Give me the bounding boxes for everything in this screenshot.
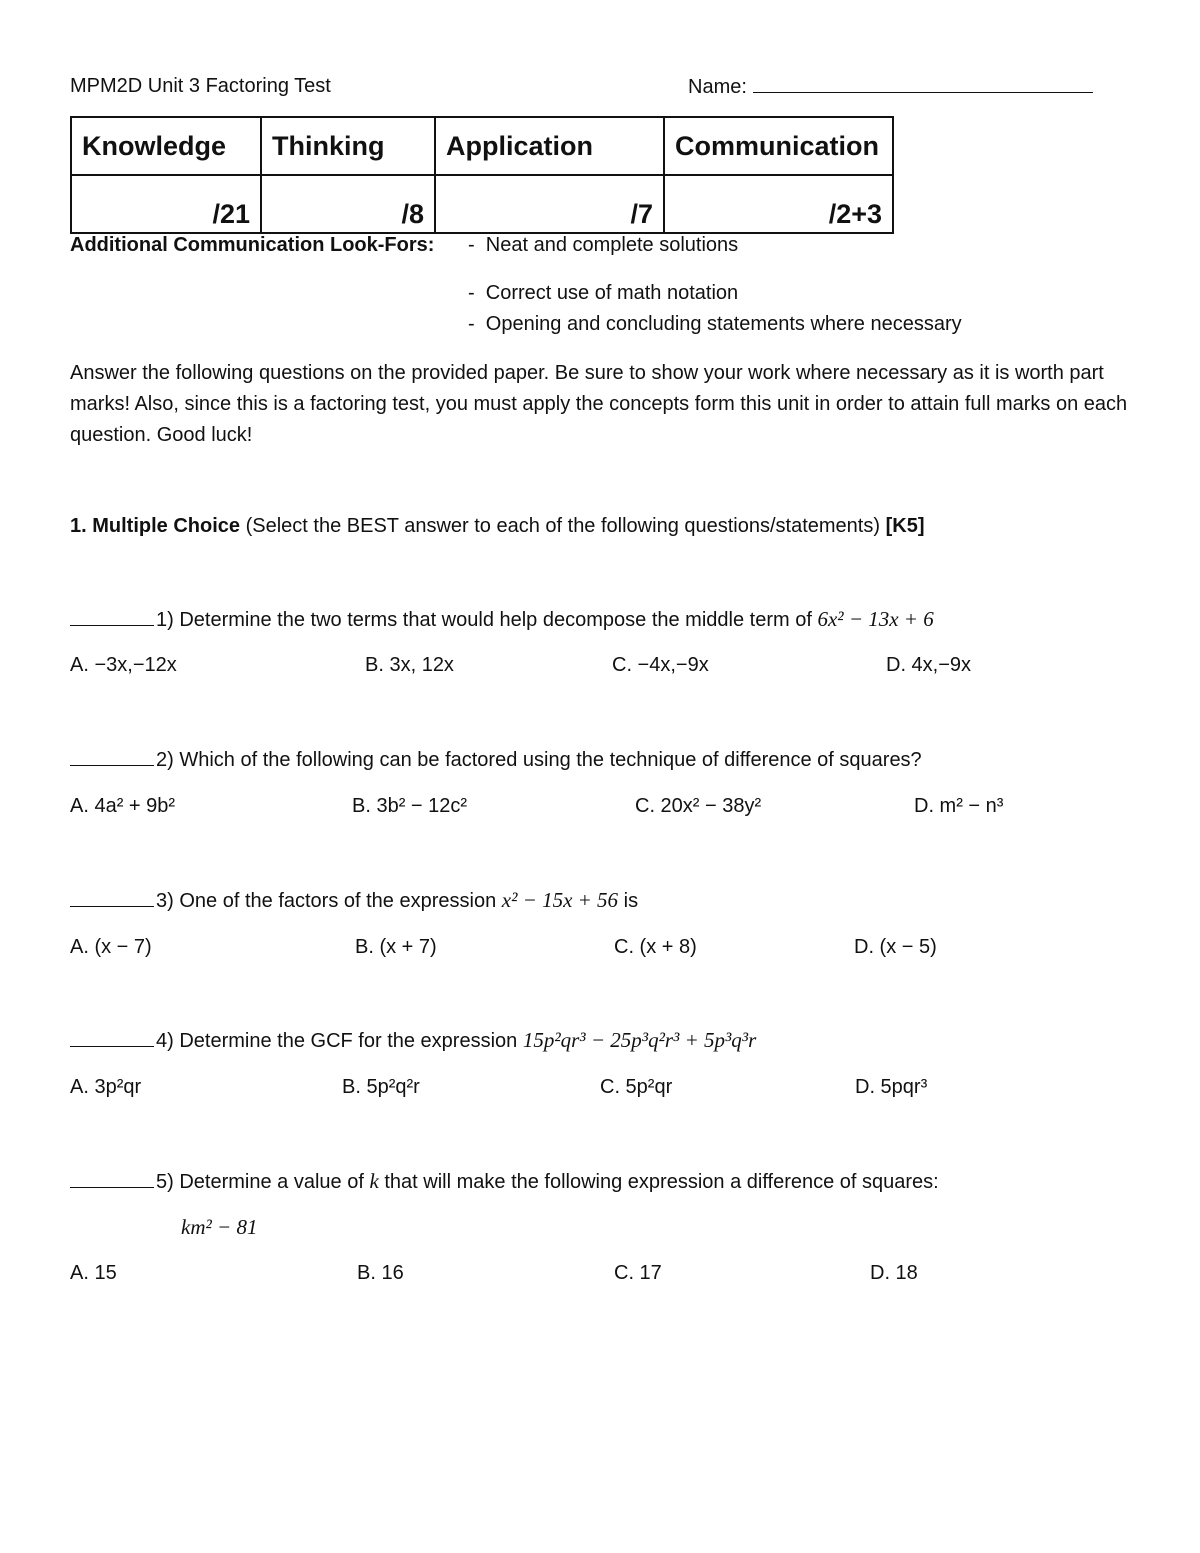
option-c[interactable]: C. 5p²qr [600, 1076, 673, 1098]
question-text: Determine the GCF for the expression [179, 1030, 518, 1052]
question-variable: k [369, 1169, 379, 1193]
question-expression: 15p²qr³ − 25p³q²r³ + 5p³q³r [522, 1028, 757, 1052]
question-text-after: that will make the following expression a difference of squares: [384, 1171, 939, 1193]
question-number: 5) [156, 1171, 174, 1193]
section-number: 1. [70, 515, 87, 537]
option-a[interactable]: A. 3p²qr [70, 1076, 142, 1098]
question-expression: km² − 81 [181, 1215, 258, 1239]
section-title: Multiple Choice [92, 515, 241, 537]
question-2 [70, 747, 922, 772]
option-d[interactable]: D. 4x,−9x [886, 654, 972, 676]
answer-blank-3[interactable] [70, 888, 154, 907]
answer-blank-4[interactable] [70, 1028, 154, 1047]
question-text: One of the factors of the expression [179, 890, 497, 912]
answer-blank-1[interactable] [70, 607, 154, 626]
header-knowledge: Knowledge [71, 117, 261, 175]
question-text: Which of the following can be factored using the technique of difference of squares? [179, 749, 922, 771]
question-text: Determine the two terms that would help decompose the middle term of [179, 609, 812, 631]
option-d[interactable]: D. (x − 5) [854, 936, 937, 958]
score-table-value-row [71, 175, 893, 233]
question-number: 4) [156, 1030, 174, 1052]
question-number: 1) [156, 609, 174, 631]
question-1 [70, 607, 934, 632]
lookfor-item-text: Correct use of math notation [485, 282, 739, 304]
lookfors-label: Additional Communication Look-Fors: [70, 234, 435, 256]
option-c[interactable]: C. −4x,−9x [612, 654, 709, 676]
section-marks: [K5] [885, 515, 925, 537]
answer-blank-5[interactable] [70, 1169, 154, 1188]
question-number: 3) [156, 890, 174, 912]
instructions-paragraph: Answer the following questions on the provided paper. Be sure to show your work where necessary as it is worth part marks! Also, since this is a factoring test, you must apply the concepts form this unit in order to attain full marks on each question. Good luck! [70, 362, 1128, 446]
header-application: Application [435, 117, 664, 175]
question-text: Determine a value of [179, 1171, 364, 1193]
option-b[interactable]: B. 5p²q²r [342, 1076, 420, 1098]
score-application: /7 [435, 175, 664, 233]
option-c[interactable]: C. (x + 8) [614, 936, 697, 958]
option-d[interactable]: D. 18 [870, 1262, 918, 1284]
option-a[interactable]: A. (x − 7) [70, 936, 152, 958]
option-a[interactable]: A. 15 [70, 1262, 117, 1284]
option-d[interactable]: D. 5pqr³ [855, 1076, 928, 1098]
question-5 [70, 1169, 939, 1194]
score-knowledge: /21 [71, 175, 261, 233]
answer-blank-2[interactable] [70, 747, 154, 766]
name-blank-line[interactable] [753, 74, 1093, 93]
option-b[interactable]: B. (x + 7) [355, 936, 437, 958]
question-text-after: is [623, 890, 639, 912]
question-3 [70, 888, 638, 913]
option-b[interactable]: B. 3x, 12x [365, 654, 454, 676]
option-b[interactable]: B. 16 [357, 1262, 404, 1284]
question-expression: 6x² − 13x + 6 [817, 607, 934, 631]
score-table-header-row [71, 117, 893, 175]
score-table [70, 116, 894, 234]
header-thinking: Thinking [261, 117, 435, 175]
section-heading [70, 514, 924, 538]
option-a[interactable]: A. −3x,−12x [70, 654, 177, 676]
test-title: MPM2D Unit 3 Factoring Test [70, 75, 331, 97]
section-description: (Select the BEST answer to each of the following questions/statements) [245, 515, 881, 537]
option-c[interactable]: C. 20x² − 38y² [635, 795, 762, 817]
lookfor-item: - Neat and complete solutions [468, 234, 739, 256]
lookfor-item-text: Neat and complete solutions [485, 234, 739, 256]
score-communication: /2+3 [664, 175, 893, 233]
name-field[interactable] [688, 74, 1093, 99]
header-communication: Communication [664, 117, 893, 175]
name-label: Name: [688, 76, 747, 98]
option-c[interactable]: C. 17 [614, 1262, 662, 1284]
score-thinking: /8 [261, 175, 435, 233]
lookfor-item: - Opening and concluding statements where necessary [468, 313, 962, 335]
option-b[interactable]: B. 3b² − 12c² [352, 795, 468, 817]
question-number: 2) [156, 749, 174, 771]
lookfor-item: - Correct use of math notation [468, 282, 739, 304]
lookfor-item-text: Opening and concluding statements where necessary [485, 313, 962, 335]
option-a[interactable]: A. 4a² + 9b² [70, 795, 176, 817]
question-expression: x² − 15x + 56 [501, 888, 619, 912]
option-d[interactable]: D. m² − n³ [914, 795, 1004, 817]
question-4 [70, 1028, 756, 1053]
